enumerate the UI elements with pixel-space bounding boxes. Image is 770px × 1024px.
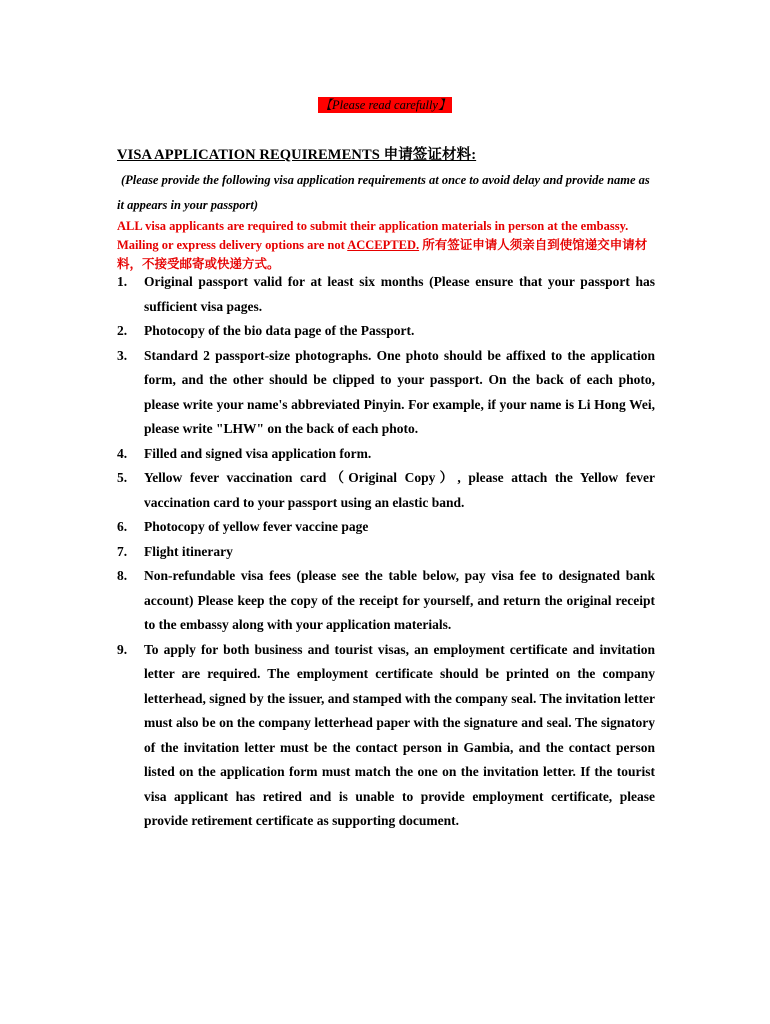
requirement-text: Yellow fever vaccination card（Original Copy）, please attach the Yellow fever vaccination card to your passport using an elastic band. [144,470,655,510]
requirement-number: 6. [117,519,128,534]
requirement-item [117,515,655,540]
requirement-item [117,319,655,344]
requirement-text: Standard 2 passport-size photographs. One photo should be affixed to the application form, and the other should be clipped to your passport. On the back of each photo, please write your name's abbreviated Pinyin. For example, if your name is Li Hong Wei, please write "LHW" on the back of each photo. [144,347,655,436]
requirement-text: To apply for both business and tourist visas, an employment certificate and invitation letter are required. The employment certificate should be printed on the company letterhead, signed by the issuer, and stamped with the company seal. The invitation letter must also be on the company letterhead paper with the signature and seal. The signatory of the invitation letter must be the contact person in Gambia, and the contact person listed on the application form must match the one on the invitation letter. If the tourist visa applicant has retired and is unable to provide employment certificate, please provide retirement certificate as supporting document. [144,641,655,828]
requirement-item [117,564,655,638]
requirements-list [117,270,655,834]
please-read-notice: 【Please read carefully】 [319,98,451,112]
notice-banner [0,96,770,114]
requirement-number: 7. [117,543,128,559]
intro-instruction: (Please provide the following visa application requirements at once to avoid delay and provide name as it appears in your passport) [117,173,650,212]
in-person-submission-note [117,217,659,274]
requirement-text: Photocopy of the bio data page of the Passport. [144,323,415,338]
page-title: VISA APPLICATION REQUIREMENTS 申请签证材料: [117,147,477,163]
note-text-before: ALL visa applicants are required to submit their application materials in person at the embassy. Mailing or express delivery options are not [117,219,629,252]
requirement-text: Original passport valid for at least six months (Please ensure that your passport has sufficient visa pages. [144,274,655,314]
requirement-number: 8. [117,568,128,583]
requirement-text: Flight itinerary [144,543,233,559]
requirement-number: 2. [117,323,128,338]
note-accepted: ACCEPTED. [347,238,420,252]
requirement-number: 4. [117,445,128,461]
requirement-item [117,540,655,565]
requirement-item [117,344,655,442]
requirement-number: 5. [117,470,128,485]
requirement-item [117,466,655,515]
requirement-item [117,442,655,467]
requirement-text: Photocopy of yellow fever vaccine page [144,519,369,534]
requirement-item [117,638,655,834]
requirement-number: 1. [117,274,128,289]
requirement-text: Non-refundable visa fees (please see the table below, pay visa fee to designated bank account) Please keep the copy of the receipt for yourself, and return the original receipt to the embassy along with your application materials. [144,568,655,632]
note-text-after: 所有签证申请人须亲自到使馆递交申请材料，不接受邮寄或快递方式。 [117,238,648,271]
requirement-number: 3. [117,347,128,363]
requirement-item [117,270,655,319]
requirement-text: Filled and signed visa application form. [144,445,372,461]
requirement-number: 9. [117,641,128,657]
